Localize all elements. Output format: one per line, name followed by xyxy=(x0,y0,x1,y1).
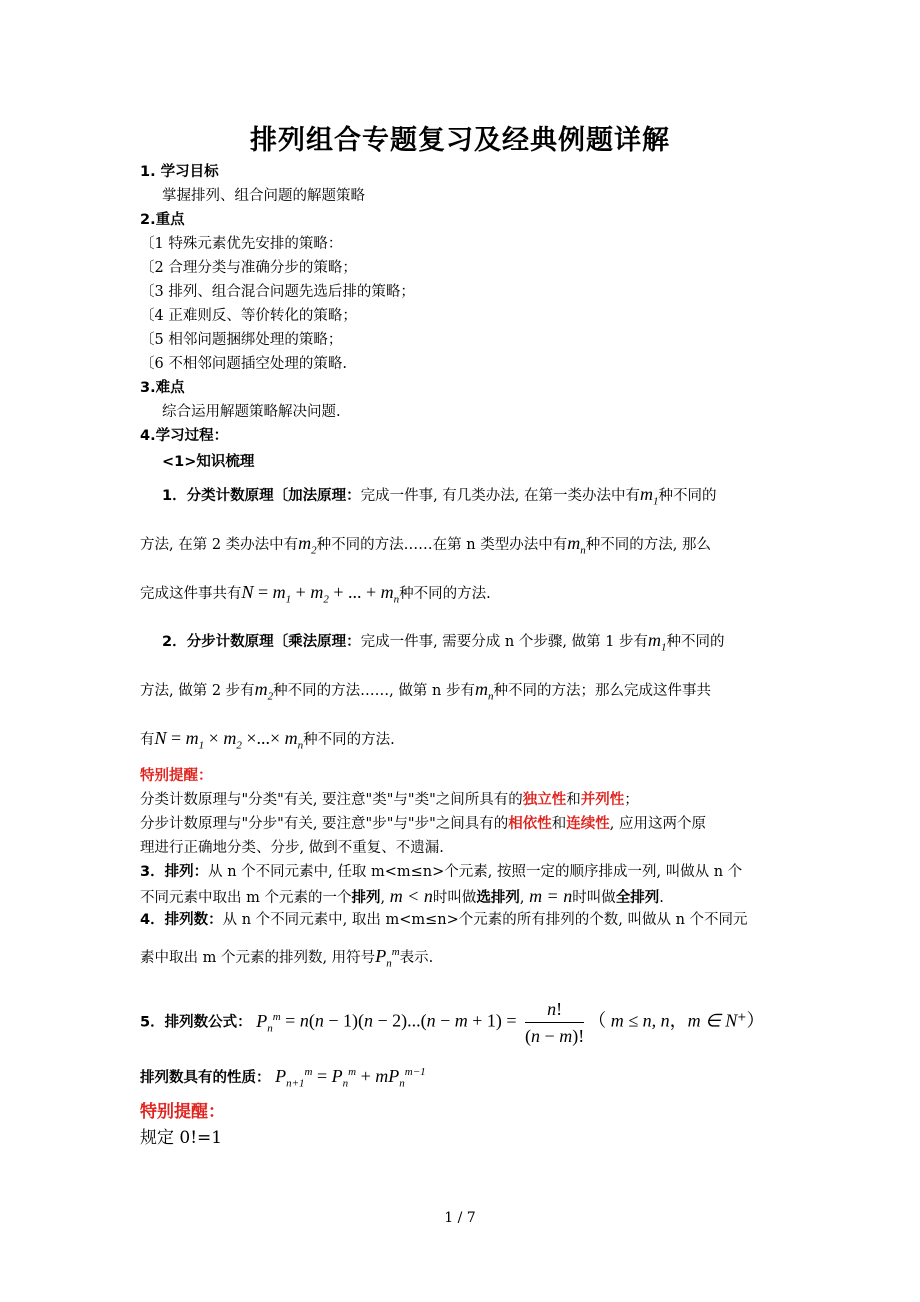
permutation-formula: $P_n^m$ xyxy=(256,1010,281,1035)
addition-principle-line-1: 1．分类计数原理〔加法原理：完成一件事, 有几类办法, 在第一类办法中有$m_1$种不同的 xyxy=(162,484,717,508)
formula-product: N xyxy=(154,728,167,748)
key-point-5: 〔5 相邻问题捆绑处理的策略； xyxy=(140,332,343,348)
formula-sum: N xyxy=(241,582,254,602)
highlight-parallelism: 并列性 xyxy=(580,792,625,808)
highlight-independence: 独立性 xyxy=(522,792,567,808)
addition-principle-line-2: 方法, 在第 2 类办法中有$m_2$种不同的方法……在第 n 类型办法中有$m_n$种不同的方法, 那么 xyxy=(140,533,711,557)
section-1-text: 掌握排列、组合问题的解题策略 xyxy=(162,188,365,204)
section-3-text: 综合运用解题策略解决问题. xyxy=(162,404,341,420)
knowledge-subheading: <1>知识梳理 xyxy=(162,454,255,470)
permutation-formula-line: 5．排列数公式： $P_n^m = n(n - 1)(n - 2)...(n - m + 1)$ = $\frac{n!}{(n - m)!}$ （ m ≤ n, n，m ∈ N+） xyxy=(140,999,765,1046)
section-3-heading: 3.难点 xyxy=(140,380,185,396)
permutation-def-line-1: 3．排列：从 n 个不同元素中, 任取 m<m≤n>个元素, 按照一定的顺序排成一列, 叫做从 n 个 xyxy=(140,864,743,880)
formula-fraction: $\frac{n!}{(n - m)!}$ xyxy=(525,999,585,1046)
section-1-heading: 1. 学习目标 xyxy=(140,164,219,180)
section-4-heading: 4.学习过程： xyxy=(140,428,229,444)
factorial-rule: 规定 0!=1 xyxy=(140,1128,223,1148)
key-point-6: 〔6 不相邻问题插空处理的策略. xyxy=(140,356,347,372)
reminder-line-1: 分类计数原理与"分类"有关, 要注意"类"与"类"之间所具有的独立性和并列性； xyxy=(140,792,639,808)
page-title: 排列组合专题复习及经典例题详解 xyxy=(250,125,670,156)
key-point-4: 〔4 正难则反、等价转化的策略； xyxy=(140,308,357,324)
permutation-property-formula: $P_{n+1}^m$ xyxy=(275,1066,313,1090)
permutation-def-line-2: 不同元素中取出 m 个元素的一个排列, m < n时叫做选排列, m = n时叫做全排列. xyxy=(140,886,664,906)
key-point-1: 〔1 特殊元素优先安排的策略： xyxy=(140,236,343,252)
permutation-property-line: 排列数具有的性质： $P_{n+1}^m = P_n^m + mP_n^{m-1}$ xyxy=(140,1066,426,1090)
highlight-dependence: 相依性 xyxy=(508,816,552,832)
permutation-number-line-2: 素中取出 m 个元素的排列数, 用符号$P_n^m$表示. xyxy=(140,946,434,970)
special-reminder-label-2: 特别提醒： xyxy=(140,1102,225,1122)
section-2-heading: 2.重点 xyxy=(140,212,185,228)
reminder-line-2: 分步计数原理与"分步"有关, 要注意"步"与"步"之间具有的相依性和连续性, 应用这两个原 xyxy=(140,816,706,832)
multiplication-principle-line-1: 2．分步计数原理〔乘法原理：完成一件事, 需要分成 n 个步骤, 做第 1 步有$m_1$种不同的 xyxy=(162,630,725,654)
multiplication-principle-line-3: 有$N = m_1 \times m_2$ ×...× $m_n$种不同的方法. xyxy=(140,728,395,752)
addition-principle-lead: 1．分类计数原理〔加法原理： xyxy=(162,488,361,504)
key-point-2: 〔2 合理分类与准确分步的策略； xyxy=(140,260,357,276)
key-point-3: 〔3 排列、组合混合问题先选后排的策略； xyxy=(140,284,415,300)
addition-principle-line-3: 完成这件事共有$N = m_1 + m_2$ + ... + $m_n$种不同的方法. xyxy=(140,582,491,606)
formula-m1: $m_1$ xyxy=(640,484,659,508)
highlight-continuity: 连续性 xyxy=(566,816,610,832)
page-number: 1 / 7 xyxy=(444,1210,476,1226)
special-reminder-label: 特别提醒： xyxy=(140,768,213,784)
reminder-line-3: 理进行正确地分类、分步, 做到不重复、不遗漏. xyxy=(140,840,444,856)
permutation-number-line-1: 4．排列数：从 n 个不同元素中, 取出 m<m≤n>个元素的所有排列的个数, 叫做从 n 个不同元 xyxy=(140,912,748,928)
multiplication-principle-lead: 2．分步计数原理〔乘法原理： xyxy=(162,634,361,650)
multiplication-principle-line-2: 方法, 做第 2 步有$m_2$种不同的方法……, 做第 n 步有$m_n$种不同的方法；那么完成这件事共 xyxy=(140,679,711,703)
